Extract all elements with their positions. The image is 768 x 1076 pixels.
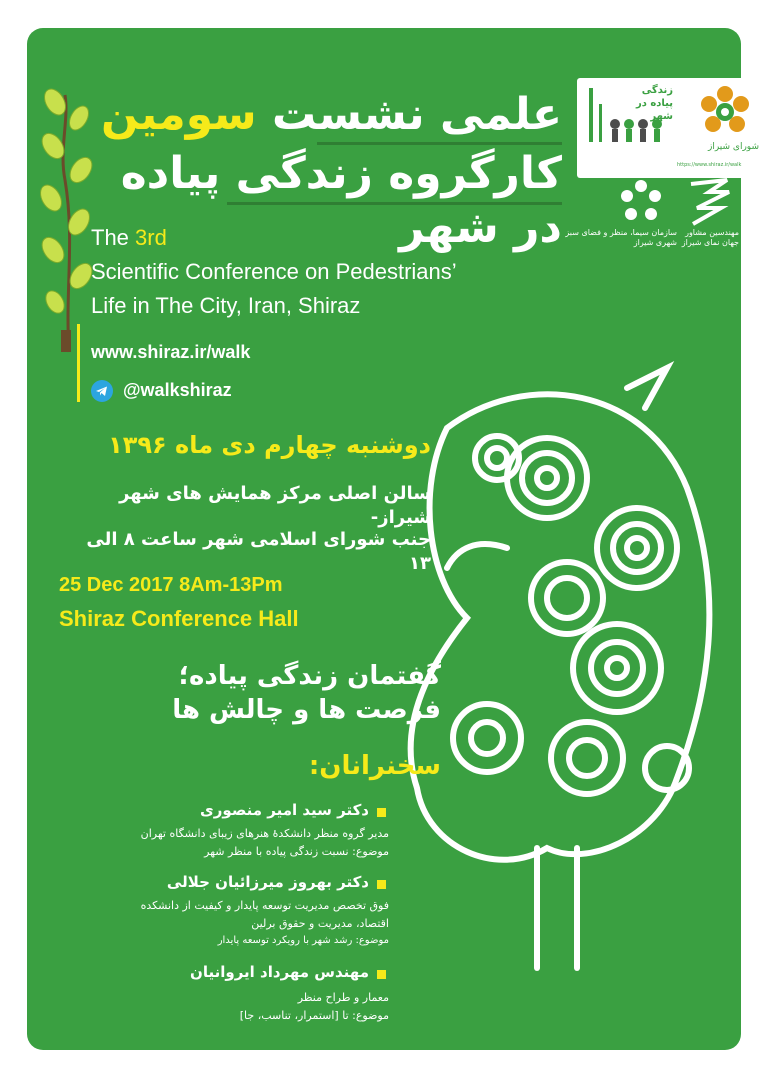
english-ordinal: 3rd	[135, 225, 167, 250]
speaker-1-name: دکتر سید امیر منصوری	[200, 801, 369, 819]
english-title-line1	[91, 224, 167, 252]
yellow-rule	[77, 324, 80, 402]
speaker-1-desc2: موضوع: نسبت زندگی پیاده با منظر شهر	[204, 845, 389, 858]
english-title-line3: Life in The City, Iran, Shiraz	[91, 293, 361, 318]
speaker-3-desc2: موضوع: تا [استمرار، تناسب، جا]	[239, 1009, 389, 1022]
theme-line1: گفتمان زندگی پیاده؛	[178, 661, 441, 691]
speaker-2-desc1: فوق تخصص مدیریت توسعه پایدار و کیفیت از دانشکده	[140, 899, 389, 912]
speaker-3-name: مهندس مهرداد ایروانیان	[190, 963, 369, 981]
speaker-1-bullet	[377, 808, 386, 817]
walk-logo-text: زندگی پیاده در شهر	[636, 85, 673, 122]
shiraz-council-url: https://www.shiraz.ir/walk	[677, 162, 742, 168]
title-line1	[87, 90, 562, 140]
telegram-handle[interactable]: @walkshiraz	[123, 380, 232, 400]
english-the: The	[91, 225, 129, 250]
speaker-2-desc2: اقتصاد، مدیریت و حقوق برلین	[251, 917, 389, 930]
poster	[27, 28, 759, 1050]
speaker-2-bullet	[377, 880, 386, 889]
jahan-nama-text: مهندسین مشاور جهان نمای شیراز	[681, 228, 739, 247]
telegram-icon[interactable]	[91, 380, 113, 402]
event-venue-fa-1: سالن اصلی مرکز همایش های شهر شیراز-	[119, 483, 431, 528]
speakers-heading: سخنرانان:	[308, 751, 441, 781]
title-line2: کارگروه زندگی پیاده	[120, 148, 562, 199]
speaker-3-desc1: معمار و طراح منظر	[297, 991, 389, 1004]
speaker-2-desc3: موضوع: رشد شهر با رویکرد توسعه پایدار	[217, 935, 389, 946]
title-word2: علمی	[439, 89, 562, 140]
sima-organization-text: سازمان سیما، منظر و فضای سبز شهری شیراز	[565, 228, 677, 247]
title-word1: نشست	[271, 89, 425, 140]
sima-organization-logo-icon	[617, 178, 665, 226]
jahan-nama-logo-icon	[687, 178, 733, 228]
english-title-line2: Scientific Conference on Pedestrians’	[91, 259, 457, 284]
speaker-1-desc1: مدیر گروه منظر دانشکدهٔ هنرهای زیبای دانشگاه تهران	[140, 827, 389, 840]
shiraz-council-text: شورای شیراز	[707, 142, 759, 152]
sponsor-box	[577, 78, 763, 178]
event-date-fa: دوشنبه چهارم دی ماه ۱۳۹۶	[108, 431, 431, 459]
event-venue-en: Shiraz Conference Hall	[59, 606, 299, 631]
title-line3: در شهر	[399, 202, 562, 253]
event-venue-fa-2: جنب شورای اسلامی شهر ساعت ۸ الی ۱۳	[86, 529, 431, 574]
title-underline-1	[317, 142, 562, 145]
title-ordinal: سومین	[101, 89, 257, 140]
shiraz-council-flower-icon	[697, 84, 753, 140]
event-date-en: 25 Dec 2017 8Am-13Pm	[59, 574, 283, 596]
speaker-2-name: دکتر بهروز میرزائیان جلالی	[166, 873, 369, 891]
website-link[interactable]: www.shiraz.ir/walk	[91, 342, 251, 362]
speaker-3-bullet	[377, 970, 386, 979]
theme-line2: فرصت ها و چالش ها	[172, 695, 441, 725]
